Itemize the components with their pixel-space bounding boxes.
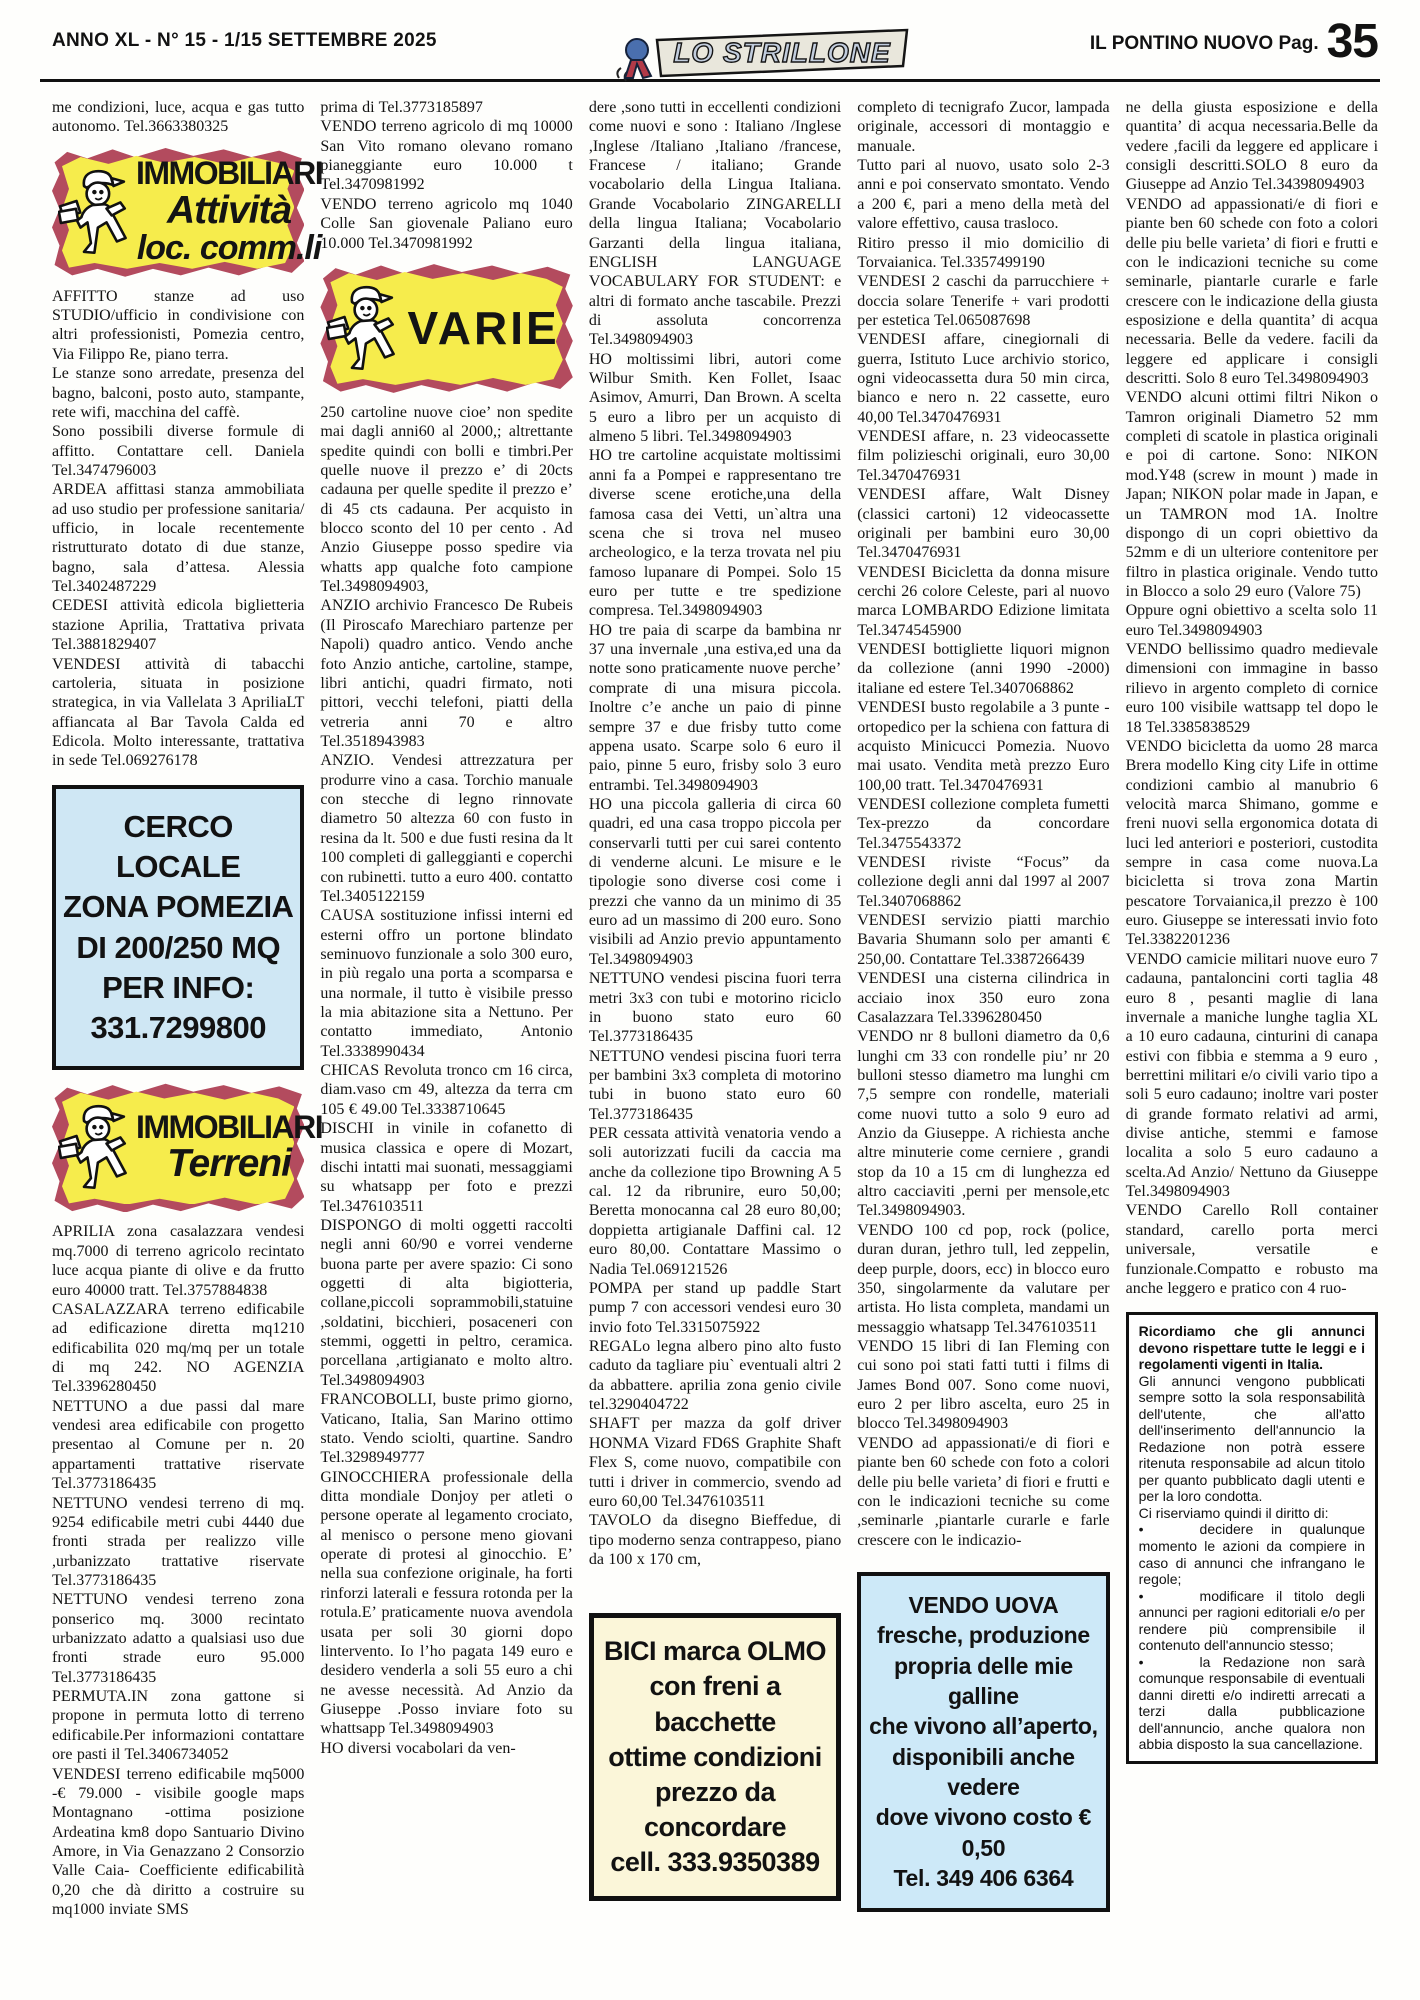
classified-ad: SHAFT per mazza da golf driver HONMA Vizard FD6S Graphite Shaft Flex S, come nuovo, compatibile con tutti i driver in commercio, svendo ad euro 60,00 Tel.3476103511 xyxy=(588,1415,842,1510)
classified-ad: VENDO bicicletta da uomo 28 marca Brera modello King city Life in ottime condizioni cambio al manubrio 6 velocità marca Shimano, gomme e freni nuovi sella ergonomica dotata di luci led anteriori e posteriori, custodita sempre in casa come nuova.La bicicletta si trova zona Martin pescatore Torvaianica,il prezzo è 100 euro. Giuseppe se interessati invio foto Tel.3382201236 xyxy=(1125,737,1379,949)
adbox-line: prezzo da concordare xyxy=(643,1776,787,1842)
page-header xyxy=(0,0,1420,84)
banner-label: IMMOBILIARI xyxy=(136,1108,323,1145)
adbox-line: BICI marca OLMO xyxy=(603,1636,827,1667)
classified-ad: ne della giusta esposizione e della quantita’ di acqua necessaria.Belle da vedere ,facili da leggere ed applicare i consigli descritti.SOLO 8 euro da Giuseppe ad Anzio Tel.34398094903 xyxy=(1125,99,1379,194)
masthead-right xyxy=(1089,15,1378,68)
classified-ad: CASALAZZARA terreno edificabile ad edificazione diretta mq1210 edificabilita 020 mq/mq per un totale di mq 242. NO AGENZIA Tel.3396280450 xyxy=(52,1300,305,1396)
banner-labels xyxy=(404,301,562,354)
disclaimer-bullet: • la Redazione non sarà comunque responsabile di eventuali danni diretti e/o indiretti arrecati a terzi dalla pubblicazione dell'annuncio, anche qualora non abbia disposto la sua cancellazione. xyxy=(1138,1653,1366,1753)
adbox-line: DI 200/250 MQ xyxy=(76,929,281,965)
disclaimer-bullet: • decidere in qualunque momento le azioni da compiere in caso di annunci che infrangano le regole; xyxy=(1138,1521,1366,1588)
classified-ad: VENDESI affare, Walt Disney (classici cartoni) 12 videocassette originali per bambini euro 30,00 Tel.3470476931 xyxy=(857,486,1110,562)
classified-ad: VENDESI bottigliette liquori mignon da collezione (anni 1990 -2000) italiane ed estere Tel.3407068862 xyxy=(857,641,1110,697)
disclaimer-bullet: • modificare il titolo degli annunci per ragioni editoriali e/o per rendere più comprensibile il contenuto dell'annuncio stesso; xyxy=(1138,1587,1366,1654)
category-banner xyxy=(52,147,323,277)
classified-ad: VENDESI affare, cinegiornali di guerra, Istituto Luce archivio storico, ogni videocassetta dura 50 min circa, bianco e nero n. 22 cassette, euro 40,00 Tel.3470476931 xyxy=(857,331,1110,426)
category-banner xyxy=(52,1082,323,1212)
classified-ad: VENDESI riviste “Focus” da collezione degli anni dal 1997 al 2007 Tel.3407068862 xyxy=(857,854,1110,910)
adbox-line: VENDO UOVA xyxy=(908,1591,1059,1618)
column-4 xyxy=(857,98,1109,1919)
newsboy-icon xyxy=(58,1095,136,1199)
classified-ad: NETTUNO a due passi dal mare vendesi area edificabile con progetto presentao al Comune per n. 20 appartamenti trattative riservate Tel.3773186435 xyxy=(52,1397,305,1493)
classified-ad: HO una piccola galleria di circa 60 quadri, ed una casa troppo piccola per conservarli tutti per cui sarei contento di venderne alcuni. Le misure e le tipologie sono diverse cosi come i prezzi che vanno da un minimo di 35 euro ad un massimo di 200 euro. Sono visibili ad Anzio previo appuntamento Tel.3498094903 xyxy=(588,795,842,968)
classified-ad: VENDESI collezione completa fumetti Tex-prezzo da concordare Tel.3475543372 xyxy=(857,795,1110,852)
adbox-line: PER INFO: xyxy=(102,969,255,1005)
classified-ad: ANZIO archivio Francesco De Rubeis (Il Piroscafo Marechiaro partenze per Napoli) quadro antico. Vendo anche foto Anzio antiche, cartoline, stampe, libri antichi, quadri firmato, noti pittori, vecchi telefoni, piatti della vetreria anni 70 e altro Tel.3518943983 xyxy=(320,597,573,750)
classified-ad: Ritiro presso il mio domicilio di Torvaianica. Tel.3357499190 xyxy=(857,234,1110,271)
classified-ad: TAVOLO da disegno Bieffedue, di tipo moderno senza contrappeso, piano da 100 x 170 cm, xyxy=(588,1512,842,1568)
classified-ad: 250 cartoline nuove cioe’ non spedite mai dagli anni60 al 2000,; altrettante spedite quindi con bolli e timbri.Per quelle nuove il prezzo e’ di 20cts cadauna per quelle spedite il prezzo e’ di 45 cts cadauna. Per acquisto in blocco sconto del 10 per cento . Ad Anzio Giuseppe posso spedire via whatts app qualche foto campione Tel.3498094903, xyxy=(320,403,573,596)
svg-text:LO STRILLONE: LO STRILLONE xyxy=(673,37,891,68)
classified-ad: ANZIO. Vendesi attrezzatura per produrre vino a casa. Torchio manuale con stecche di legno rinnovate diametro 50 altezza 60 con fusto in resina da lt. 500 e due fusti resina da lt 100 completi di galleggianti e coperchi con rubinetti. tutto a euro 400. contatto Tel.3405122159 xyxy=(320,752,573,905)
classified-ad: VENDO terreno agricolo di mq 10000 San Vito romano olevano romano pianeggiante euro 10.000 t Tel.3470981992 xyxy=(320,118,573,194)
classified-ad: Sono possibili diverse formule di affitto. Contattare cell. Daniela Tel.3474796003 xyxy=(52,423,305,479)
classified-ad: NETTUNO vendesi terreno zona ponserico mq. 3000 recintato urbanizzato adatto a qualsiasi uso due fronti strade euro 95.000 Tel.3773186435 xyxy=(52,1591,305,1686)
classified-ad: VENDESI affare, n. 23 videocassette film polizieschi originali, euro 30,00 Tel.3470476931 xyxy=(857,428,1110,484)
classified-ad: VENDO nr 8 bulloni diametro da 0,6 lunghi cm 33 con rondelle piu’ nr 20 bulloni stesso diametro ma lunghi cm 7,5 sempre con rondelle, materiali come nuovi tutto a solo 9 euro ad Anzio da Giuseppe. A richiesta anche altre minuterie come cerniere , grandi stop da 10 a 15 cm di lunghezza ed altro cacciaviti ,perni per mensole,etc Tel.3498094903. xyxy=(857,1028,1110,1220)
classified-ad: VENDO 100 cd pop, rock (police, duran duran, jethro tull, led zeppelin, deep purple, doors, ecc) in blocco euro 350, singolarmente da valutare per artista. Ho lista completa, mandami un messaggio whatsapp Tel.3476103511 xyxy=(857,1221,1110,1336)
category-banner xyxy=(320,263,572,393)
classified-ad: VENDESI attività di tabacchi cartoleria, situata in posizione strategica, in via Vallelata 3 ApriliaLT affiancata al Bar Tavola Calda ed Edicola. Molto interessante, trattativa in sede Tel.069276178 xyxy=(52,655,305,770)
newsboy-icon xyxy=(58,160,136,264)
column-1 xyxy=(52,98,323,1919)
banner-label: Terreni xyxy=(167,1142,291,1186)
highlight-ad-box xyxy=(52,785,304,1071)
classified-ad: VENDO 15 libri di Ian Fleming con cui sono poi stati fatti tutti i films di James Bond 007. Sono come nuovi, euro 2 per libro ascelta, euro 25 in blocco Tel.3498094903 xyxy=(857,1338,1110,1433)
classified-ad: Oppure ogni obiettivo a scelta solo 11 euro Tel.3498094903 xyxy=(1125,602,1379,639)
masthead-logo xyxy=(613,24,913,86)
classified-ad: Le stanze sono arredate, presenza del bagno, balconi, posto auto, stampante, rete wifi, macchina del caffè. xyxy=(52,365,305,421)
disclaimer-lead: Ricordiamo che gli annunci devono rispettare tutte le leggi e i regolamenti vigenti in Italia. xyxy=(1138,1323,1366,1373)
classified-ad: REGALo legna albero pino alto fusto caduto da tagliare piu` eventuali altri 2 da abbattere. aprilia zona genio civile tel.3290404722 xyxy=(588,1338,842,1414)
adbox-line: ottime condizioni xyxy=(608,1741,822,1772)
adbox-line: disponibili anche vedere xyxy=(892,1743,1075,1801)
classified-ad: FRANCOBOLLI, buste primo giorno, Vaticano, Italia, San Marino ottimo stato. Vendo sciolti, quartine. Sandro Tel.3298949777 xyxy=(320,1391,573,1467)
classified-ad: DISCHI in vinile in cofanetto di musica classica e opere di Mozart, dischi intatti mai suonati, messaggiami su whatsapp per foto e prezzi Tel.3476103511 xyxy=(320,1120,573,1215)
adbox-line: dove vivono costo € 0,50 xyxy=(875,1804,1092,1861)
adbox-line: 331.7299800 xyxy=(90,1010,266,1046)
classified-ad: APRILIA zona casalazzara vendesi mq.7000 di terreno agricolo recintato luce acqua piante di olive e da frutto euro 40000 tratt. Tel.3757884838 xyxy=(52,1223,305,1299)
classified-ad: CAUSA sostituzione infissi interni ed esterni offro un portone blindato seminuovo funzionale a solo 300 euro, in più regalo una porta a scomparsa e una normale, il tutto è visibile presso la mia abitazione sita a Nettuno. Per contatto immediato, Antonio Tel.3338990434 xyxy=(320,907,573,1060)
lo-strillone-logo-icon xyxy=(613,24,913,86)
classified-ad: HO moltissimi libri, autori come Wilbur Smith. Ken Follet, Isaac Asimov, Amurri, Dan Brown. A scelta 5 euro a libro per un acquisto di almeno 5 libri. Tel.3498094903 xyxy=(588,350,842,446)
disclaimer-paragraph: Ci riserviamo quindi il diritto di: xyxy=(1138,1504,1329,1521)
classified-ad: VENDO terreno agricolo mq 1040 Colle San giovenale Paliano euro 10.000 Tel.3470981992 xyxy=(320,195,573,252)
classified-ad: HO tre paia di scarpe da bambina nr 37 una invernale ,una estiva,ed una da notte sono praticamente nuove perche’ comprate di una misura piccola. Inoltre c’e anche un paio di pinne sempre 37 e due frisby tutto come appena usato. Scarpe solo 6 euro il paio, pinne 5 euro, frisby solo 3 euro entrambi. Tel.3498094903 xyxy=(588,621,842,794)
adbox-line: ZONA POMEZIA xyxy=(62,889,294,925)
classified-ad: VENDESI servizio piatti marchio Bavaria Shumann solo per amanti € 250,00. Contattare Tel.3387266439 xyxy=(857,912,1110,968)
classified-ad: VENDO camicie militari nuove euro 7 cadauna, pantaloncini corti taglia 48 euro 8 , pesanti maglie di lana invernale a maniche lunghe taglia XL a 10 euro cadauna, cinturini di canapa estivi con fibbia e stemma a 9 euro , berrettini militari e/o civili vario tipo a soli 5 euro cadauno; inoltre vari poster di grande formato relativi ad armi, divise antiche, stemmi e famose localita a solo 5 euro cadauno a scelta.Ad Anzio/ Nettuno da Giuseppe Tel.3498094903 xyxy=(1125,950,1379,1201)
classified-ad: Tutto pari al nuovo, usato solo 2-3 anni e poi conservato smontato. Vendo a 200 €, pari a meno della metà del valore effettivo, causa trasloco. xyxy=(857,157,1110,233)
page-number: 35 xyxy=(1326,15,1378,68)
bullet-icon: • xyxy=(1138,1587,1144,1604)
classified-ad: DISPONGO di molti oggetti raccolti negli anni 60/90 e vorrei venderne buona parte per avere spazio: Ci sono oggetti di alta bigiotteria, collane,piccoli soprammobili,statuine ,soldatini, bicchieri, posaceneri con stemmi, oggetti in peltro, ceramica. porcellana ,artigianato e molto altro. Tel.3498094903 xyxy=(320,1216,573,1389)
banner-labels xyxy=(136,1108,323,1186)
banner-label: Attività xyxy=(166,188,292,232)
adbox-line: Tel. 349 406 6364 xyxy=(893,1865,1074,1892)
classified-ad: PERMUTA.IN zona gattone si propone in permuta lotto di terreno edificabile.Per informazioni contattare ore pasti il Tel.3406734052 xyxy=(52,1688,305,1764)
column-2 xyxy=(320,98,572,1919)
classified-ad: VENDO alcuni ottimi filtri Nikon o Tamron originali Diametro 52 mm completi di scatole in plastica originali e poi di cartone. Sono: NIKON mod.Y48 (screw in mount ) made in Japan; NIKON polar made in Japan, e un TAMRON mod 1A. Inoltre dispongo di un copri obiettivo da 52mm e di un ulteriore contenitore per filtro in plastica originale. Vendo tutto in Blocco a solo 29 euro (Valore 75) xyxy=(1125,389,1379,600)
classified-ad: NETTUNO vendesi piscina fuori terra per bambini 3x3 completa di motorino tubi in buono stato euro 60 Tel.3773186435 xyxy=(588,1047,842,1123)
classified-ad: CEDESI attività edicola biglietteria stazione Aprilia, Trattativa privata Tel.3881829407 xyxy=(52,597,305,654)
classified-ad: prima di Tel.3773185897 xyxy=(320,99,483,116)
banner-label: VARIE xyxy=(407,301,560,354)
classified-ad: VENDO bellissimo quadro medievale dimensioni con immagine in basso rilievo in argento completo di cornice euro 100 visibile wattsapp tel dopo le 18 Tel.3385838529 xyxy=(1125,641,1379,736)
highlight-ad-box xyxy=(857,1572,1109,1912)
classified-ad: AFFITTO stanze ad uso STUDIO/ufficio in condivisione con altri professionisti, Pomezia centro, Via Filippo Re, piano terra. xyxy=(52,287,305,363)
adbox-line: fresche, produzione xyxy=(877,1622,1090,1649)
classified-ad: VENDESI terreno edificabile mq5000 -€ 79.000 - visibile google maps Montagnano -ottima posizione Ardeatina km8 dopo Santuario Divino Amore, in Via Genazzano 2 Consorzio Valle Caia- Coefficiente edificabilità 0,20 che dà diritto a costruire su mq1000 inviate SMS xyxy=(52,1765,305,1919)
classified-ad: me condizioni, luce, acqua e gas tutto autonomo. Tel.3663380325 xyxy=(52,99,305,136)
classified-ad: ARDEA affittasi stanza ammobiliata ad uso studio per professione sanitaria/ ufficio, in locale recentemente ristrutturato dotato di due stanze, bagno, sala d’attesa. Alessia Tel.3402487229 xyxy=(52,481,305,596)
classified-ad: CHICAS Revoluta tronco cm 16 circa, diam.vaso cm 49, altezza da terra cm 105 € 49.00 Tel.3338710645 xyxy=(320,1062,573,1118)
classified-ad: VENDESI busto regolabile a 3 punte - ortopedico per la schiena con fattura di acquisto Minicucci Pomezia. Nuovo mai usato. Vendita metà prezzo Euro 100,00 tratt. Tel.3470476931 xyxy=(857,699,1110,794)
disclaimer-paragraph: Gli annunci vengono pubblicati sempre sotto la sola responsabilità dell'utente, che all'atto dell'inserimento dell'annuncio la Redazione non potrà essere ritenuta responsabile ad alcun titolo per quanto pubblicato dagli utenti e per la loro condotta. xyxy=(1138,1372,1366,1505)
classified-ad: NETTUNO vendesi terreno di mq. 9254 edificabile metri cubi 4440 due fronti strada per realizzo ville ,urbanizzato trattative riservate Tel.3773186435 xyxy=(52,1494,305,1589)
rules-disclaimer-box xyxy=(1126,1312,1378,1763)
classified-ad: dere ,sono tutti in eccellenti condizioni come nuovi e sono : Italiano /Inglese ,Inglese /Italiano ,Italiano /francese, Francese / italiano; Grande vocabolario della Lingua Italiana. Grande Vocabolario ZINGARELLI della lingua Italiana; Vocabolario Garzanti della lingua italiana, ENGLISH LANGUAGE VOCABULARY FOR STUDENT: e altri di formato anche tascabile. Prezzi di assoluta concorrenza Tel.3498094903 xyxy=(588,99,842,349)
classified-ad: VENDESI Bicicletta da donna misure cerchi 26 colore Celeste, pari al nuovo marca LOMBARDO Edizione limitata Tel.3474545900 xyxy=(857,563,1110,639)
adbox-line: CERCO LOCALE xyxy=(115,808,241,884)
classified-ad: VENDO Carello Roll container standard, carello porta merci universale, versatile e funzionale.Compatto e robusto ma anche leggero e pratico con 4 ruo- xyxy=(1125,1202,1379,1297)
classified-ad: VENDO ad appassionati/e di fiori e piante ben 60 schede con foto a colori delle piu belle varieta’ di fiori e frutti e con le indicazioni tecniche su come seminarle, piantarle curarle e farle crescere con le indicazione della giusta esposizione e della quantita’ di acqua necessaria. Belle da vedere. facili da leggere ed applicare i consigli descritti. Solo 8 euro Tel.3498094903 xyxy=(1125,195,1379,388)
column-3 xyxy=(589,98,841,1919)
adbox-line: con freni a bacchette xyxy=(649,1671,781,1737)
classified-ad: PER cessata attività venatoria vendo a soli autorizzati fucili da caccia ma anche da collezione tipo Browning A 5 cal. 12 da ribrunire, euro 50,00; Beretta monocanna cal 28 euro 80,00; doppietta artigianale Daffini cal. 12 euro 80,00. Contattare Massimo o Nadia Tel.069121526 xyxy=(588,1125,842,1278)
highlight-ad-box xyxy=(589,1613,841,1901)
banner-labels xyxy=(136,157,322,266)
classified-ad: VENDESI una cisterna cilindrica in acciaio inox 350 euro zona Casalazzara Tel.3396280450 xyxy=(857,970,1110,1026)
adbox-line: che vivono all’aperto, xyxy=(869,1713,1098,1740)
classified-ad: completo di tecnigrafo Zucor, lampada originale, accessori di montaggio e manuale. xyxy=(857,99,1110,155)
classifieds-columns xyxy=(0,84,1420,1919)
classified-ad: HO diversi vocabolari da ven- xyxy=(320,1739,516,1757)
classified-ad: VENDO ad appassionati/e di fiori e piante ben 60 schede con foto a colori delle piu belle varieta’ di fiori e frutti e con le indicazioni tecniche su come ,seminarle ,piantarle curarle e farle crescere con le indicazio- xyxy=(857,1434,1110,1549)
classified-ad: VENDESI 2 caschi da parrucchiere + doccia solare Tenerife + vari prodotti per estetica Tel.065087698 xyxy=(857,273,1110,329)
classified-ad: NETTUNO vendesi piscina fuori terra metri 3x3 con tubi e motorino riciclo in buono stato euro 60 Tel.3773186435 xyxy=(588,970,842,1046)
banner-label: loc. comm.li xyxy=(136,228,322,267)
classified-ad: HO tre cartoline acquistate moltissimi anni fa a Pompei e rappresentano tre diverse scene erotiche,una della famosa casa dei Vetti, un`altra una scena che si trova nel museo archeologico, e la terza trovata nel piu famoso lupanare di Pompei. Solo 15 euro per tutte e tre spedizione compresa. Tel.3498094903 xyxy=(588,447,842,620)
newsboy-icon xyxy=(326,276,404,380)
column-5 xyxy=(1126,98,1378,1919)
adbox-line: cell. 333.9350389 xyxy=(610,1846,820,1877)
publication-title: IL PONTINO NUOVO Pag. xyxy=(1089,32,1319,54)
bullet-icon: • xyxy=(1138,1521,1144,1538)
adbox-line: propria delle mie galline xyxy=(893,1652,1073,1710)
bullet-icon: • xyxy=(1138,1653,1144,1670)
issue-info: ANNO XL - N° 15 - 1/15 SETTEMBRE 2025 xyxy=(52,30,437,51)
banner-label: IMMOBILIARI xyxy=(136,155,323,192)
classified-ad: GINOCCHIERA professionale della ditta mondiale Donjoy per atleti o persone operate al legamento crociato, al menisco o persone meno giovani operate di protesi al ginocchio. E’ nella sua confezione originale, ha forti rinforzi laterali e fessura rotonda per la rotula.E’ praticamente nuova avendola usata per soli 30 giorni dopo lintervento. Io l’ho pagata 149 euro e desidero venderla a soli 55 euro a chi ne avesse necessità. Ad Anzio da Giuseppe .Posso inviare foto su whattsapp Tel.3498094903 xyxy=(320,1468,573,1738)
classified-ad: POMPA per stand up paddle Start pump 7 con accessori vendesi euro 30 invio foto Tel.3315075922 xyxy=(588,1279,842,1336)
